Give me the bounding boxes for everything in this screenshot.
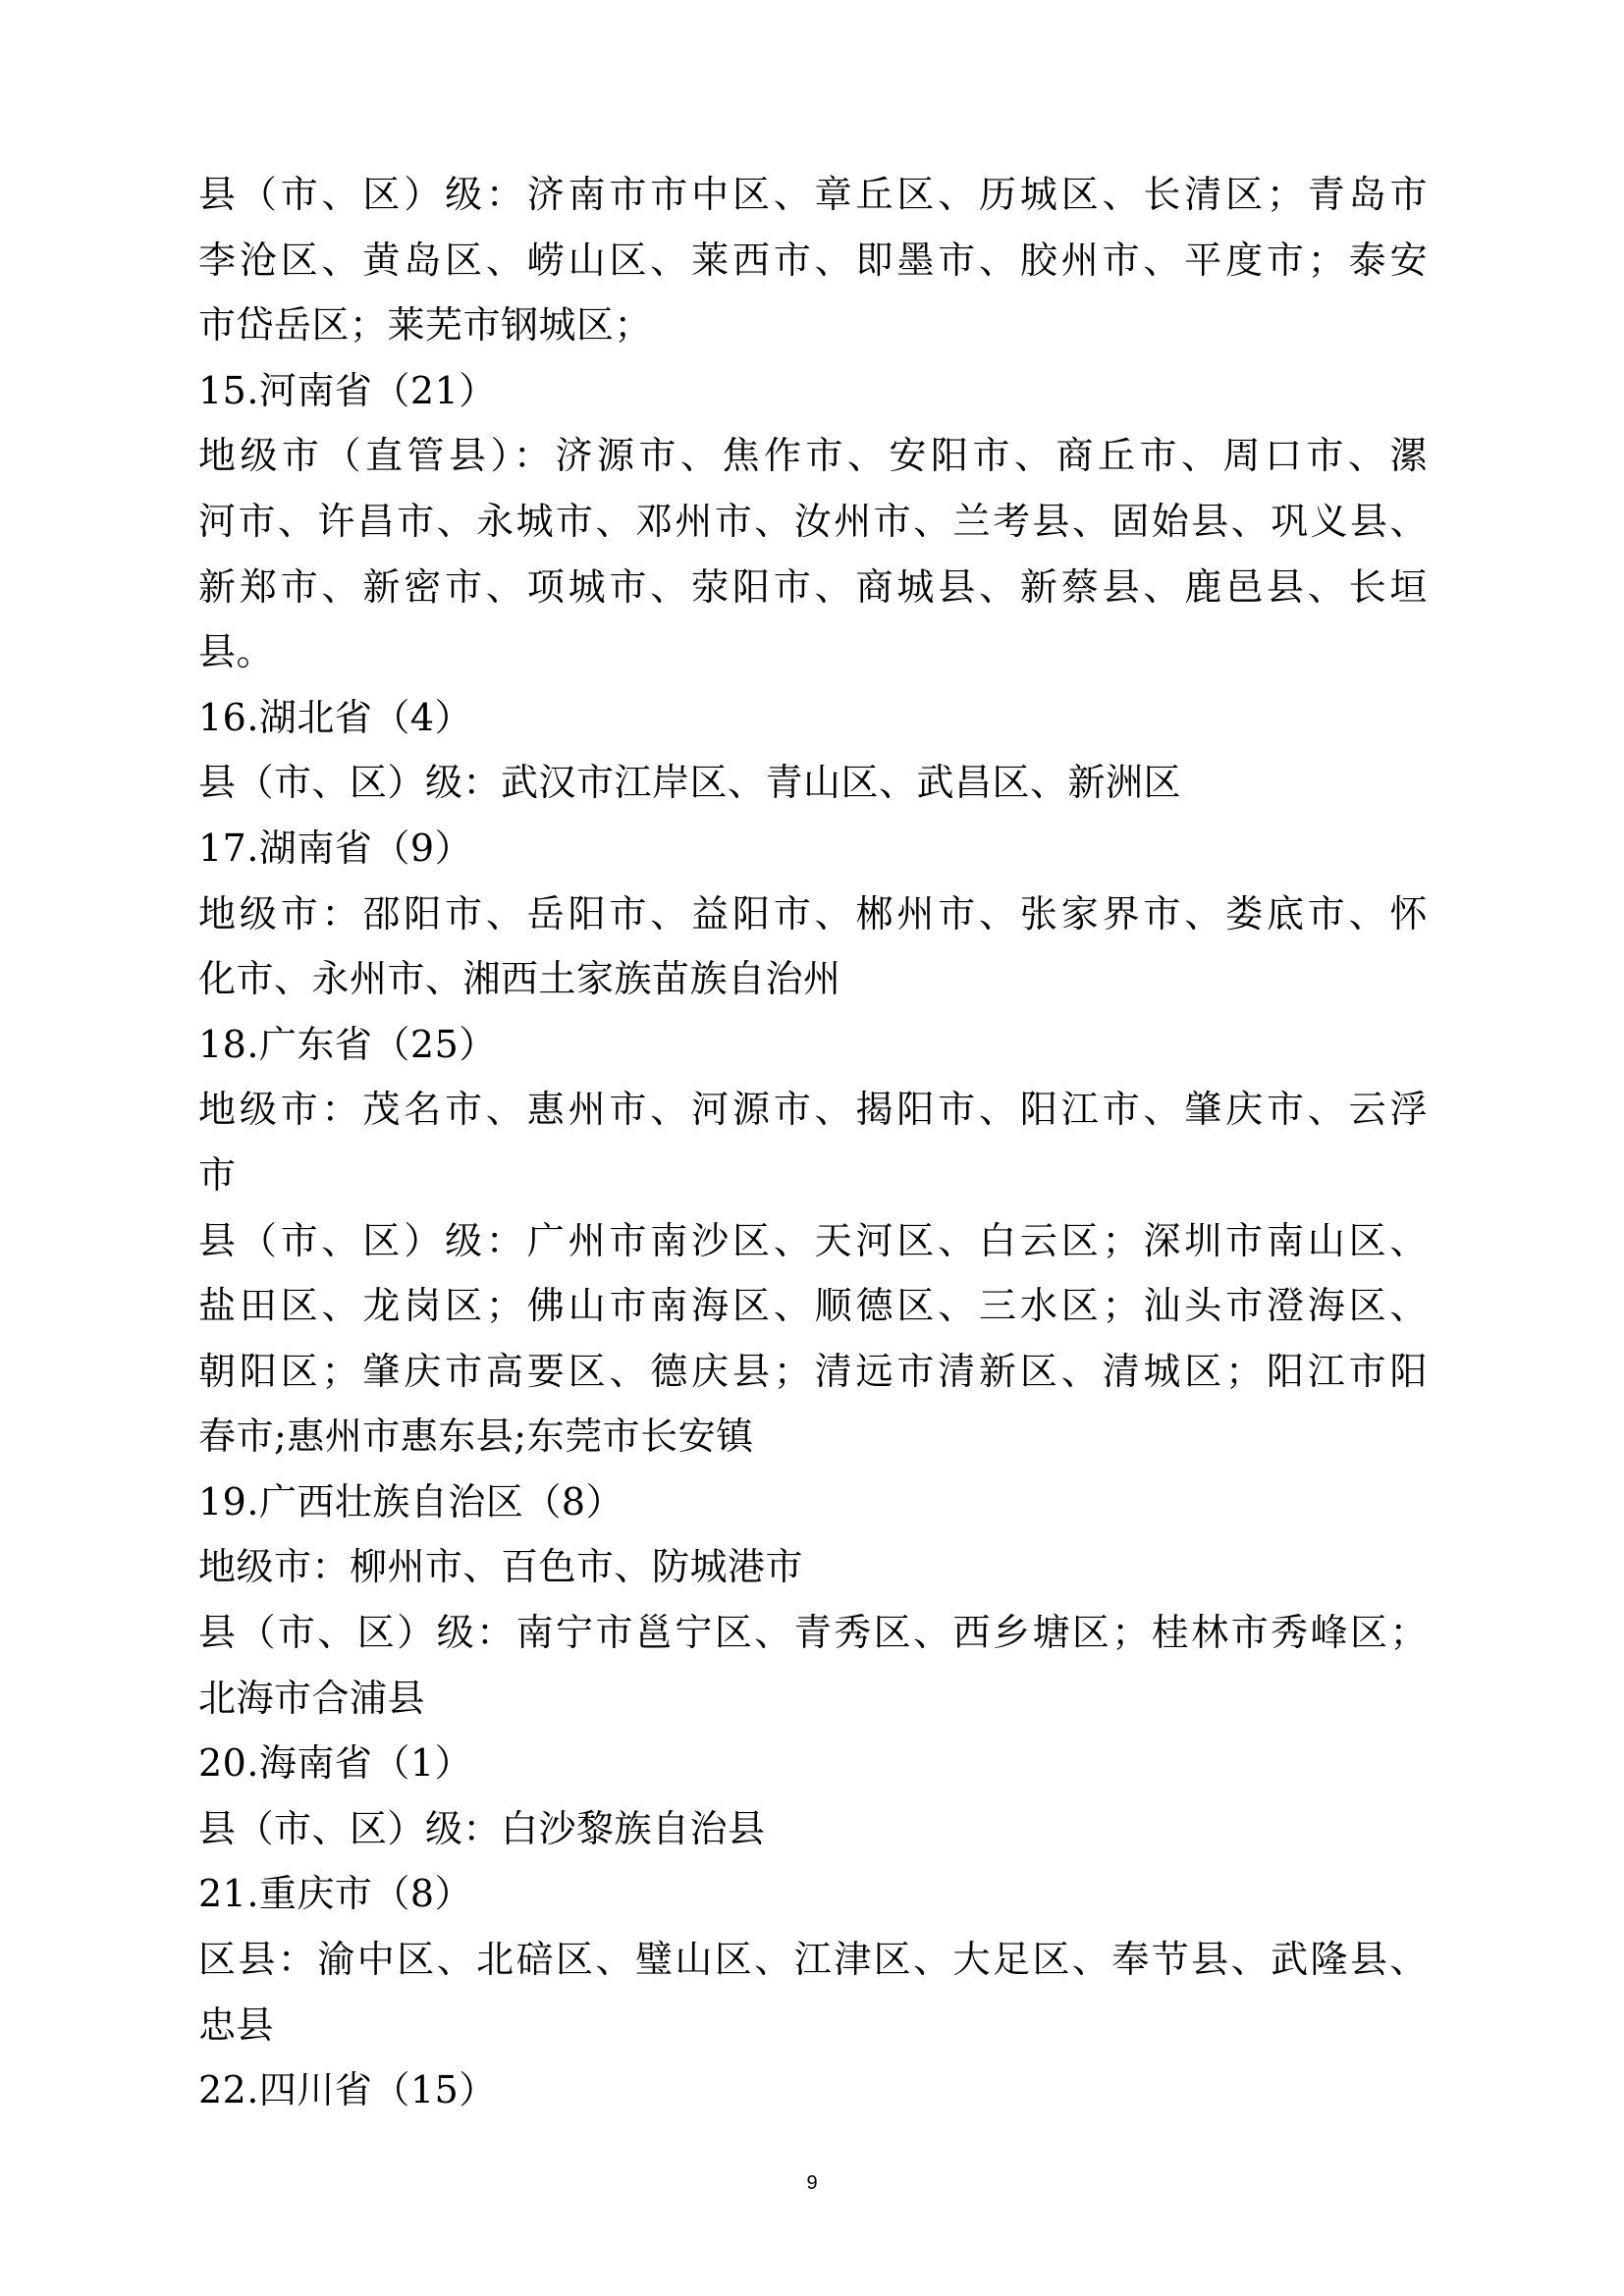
text-line: 化市、永州市、湘西土家族苗族自治州: [198, 957, 841, 1001]
text-line: 地级市：柳州市、百色市、防城港市: [198, 1545, 804, 1589]
text-line: 县（市、区）级：济南市市中区、章丘区、历城区、长清区；青岛市: [198, 173, 1428, 216]
text-line: 21.重庆市（8）: [198, 1872, 473, 1916]
text-line: 市岱岳区；莱芜市钢城区；: [198, 303, 653, 347]
text-line: 地级市（直管县）：济源市、焦作市、安阳市、商丘市、周口市、漯: [198, 434, 1428, 478]
text-line: 盐田区、龙岗区；佛山市南海区、顺德区、三水区；汕头市澄海区、: [198, 1284, 1428, 1328]
text-line: 县。: [198, 630, 275, 674]
document-body: [198, 162, 1428, 2123]
text-line: 县（市、区）级：武汉市江岸区、青山区、武昌区、新洲区: [198, 761, 1182, 805]
text-line: 县（市、区）级：白沙黎族自治县: [198, 1806, 766, 1850]
text-line: 李沧区、黄岛区、崂山区、莱西市、即墨市、胶州市、平度市；泰安: [198, 238, 1428, 282]
text-line: 忠县: [198, 2002, 275, 2047]
text-line: 地级市：邵阳市、岳阳市、益阳市、郴州市、张家界市、娄底市、怀: [198, 891, 1428, 935]
text-line: 18.广东省（25）: [198, 1022, 497, 1066]
text-line: 区县：渝中区、北碚区、璧山区、江津区、大足区、奉节县、武隆县、: [198, 1938, 1428, 1982]
text-line: 北海市合浦县: [198, 1676, 426, 1720]
text-line: 22.四川省（15）: [198, 2068, 497, 2112]
text-line: 新郑市、新密市、项城市、荥阳市、商城县、新蔡县、鹿邑县、长垣: [198, 564, 1428, 609]
text-line: 县（市、区）级：南宁市邕宁区、青秀区、西乡塘区；桂林市秀峰区；: [198, 1611, 1428, 1655]
text-line: 地级市：茂名市、惠州市、河源市、揭阳市、阳江市、肇庆市、云浮: [198, 1088, 1428, 1132]
page-number: 9: [806, 2172, 818, 2194]
text-line: 15.河南省（21）: [198, 368, 497, 412]
text-line: 17.湖南省（9）: [198, 826, 473, 870]
text-line: 朝阳区；肇庆市高要区、德庆县；清远市清新区、清城区；阳江市阳: [198, 1349, 1428, 1393]
text-line: 市: [198, 1152, 237, 1197]
text-line: 19.广西壮族自治区（8）: [198, 1479, 624, 1523]
text-line: 春市;惠州市惠东县;东莞市长安镇: [198, 1415, 754, 1459]
text-line: 县（市、区）级：广州市南沙区、天河区、白云区；深圳市南山区、: [198, 1218, 1428, 1262]
text-line: 16.湖北省（4）: [198, 695, 473, 739]
text-line: 20.海南省（1）: [198, 1741, 473, 1786]
text-line: 河市、许昌市、永城市、邓州市、汝州市、兰考县、固始县、巩义县、: [198, 499, 1428, 543]
